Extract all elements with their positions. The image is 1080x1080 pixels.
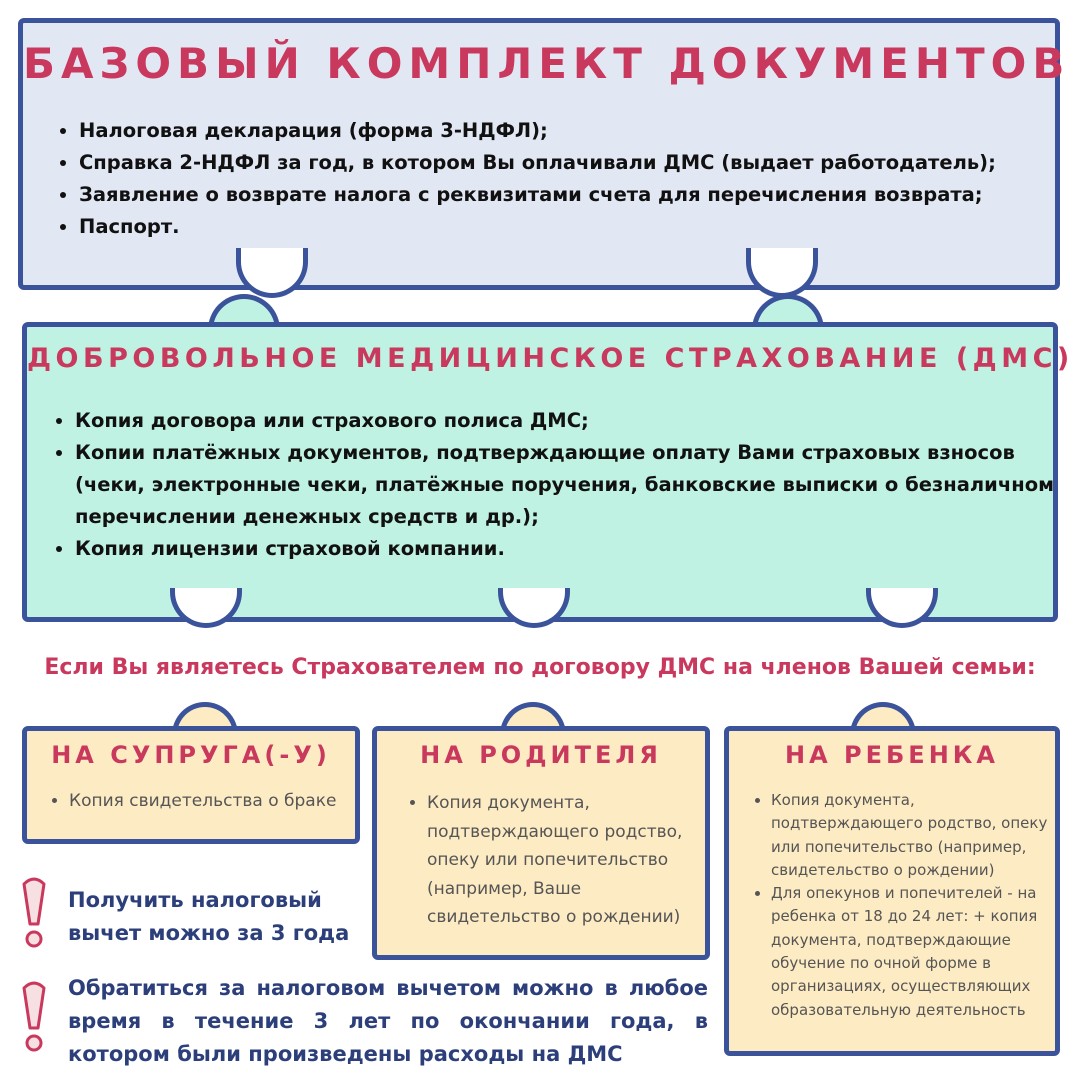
dms-title: ДОБРОВОЛЬНОЕ МЕДИЦИНСКОЕ СТРАХОВАНИЕ (ДМС) [27,343,1074,374]
spouse-title: НА СУПРУГА(-У) [51,741,331,769]
child-card [724,726,1060,1056]
child-title: НА РЕБЕНКА [785,741,999,769]
list-item: • Налоговая декларация (форма 3-НДФЛ); [79,115,1069,147]
parent-list [399,789,697,932]
base-documents-panel [18,18,1071,290]
list-item: • Копия договора или страхового полиса ДМС; [75,405,1070,437]
puzzle-notch [498,588,570,628]
parent-card [372,726,710,960]
dms-panel [22,322,1074,622]
parent-title: НА РОДИТЕЛЯ [420,741,662,769]
exclamation-icon [16,876,52,952]
spouse-list [41,787,369,815]
exclamation-icon [16,980,52,1056]
note-tax-deduction-years: Получить налоговый вычет можно за 3 года [68,888,350,945]
puzzle-notch [866,588,938,628]
list-item: • Справка 2-НДФЛ за год, в котором Вы оплачивали ДМС (выдает работодатель); [79,147,1069,179]
spouse-card [22,726,360,844]
base-documents-list [51,115,1069,243]
note-application-deadline: Обратиться за налоговом вычетом можно в любое время в течение 3 лет по окончании года, в котором были произведены расходы на ДМС [68,976,708,1066]
list-item: • Копии платёжных документов, подтверждающие оплату Вами страховых взносов (чеки, электронные чеки, платёжные поручения, банковские выписки о безналичном перечислении денежных средств и др.); [75,437,1070,533]
list-item: • Копия документа, подтверждающего родство, опеку или попечительство (например, свидетельство о рождении) [771,789,1065,882]
child-list [743,789,1065,1022]
base-documents-title: БАЗОВЫЙ КОМПЛЕКТ ДОКУМЕНТОВ [23,39,1071,88]
list-item: • Копия документа, подтверждающего родство, опеку или попечительство (например, Ваше свидетельство о рождении) [427,789,697,932]
puzzle-notch [236,248,308,298]
list-item: • Копия лицензии страховой компании. [75,533,1070,565]
list-item: • Копия свидетельства о браке [69,787,369,815]
list-item: • Для опекунов и попечителей - на ребенка от 18 до 24 лет: + копия документа, подтверждающие обучение по очной форме в организациях, осуществляющих образовательную деятельность [771,882,1065,1022]
puzzle-notch [170,588,242,628]
dms-list [47,405,1070,565]
family-heading: Если Вы являетесь Страхователем по договору ДМС на членов Вашей семьи: [44,655,1036,680]
list-item: • Заявление о возврате налога с реквизитами счета для перечисления возврата; [79,179,1069,211]
list-item: • Паспорт. [79,211,1069,243]
puzzle-notch [746,248,818,298]
